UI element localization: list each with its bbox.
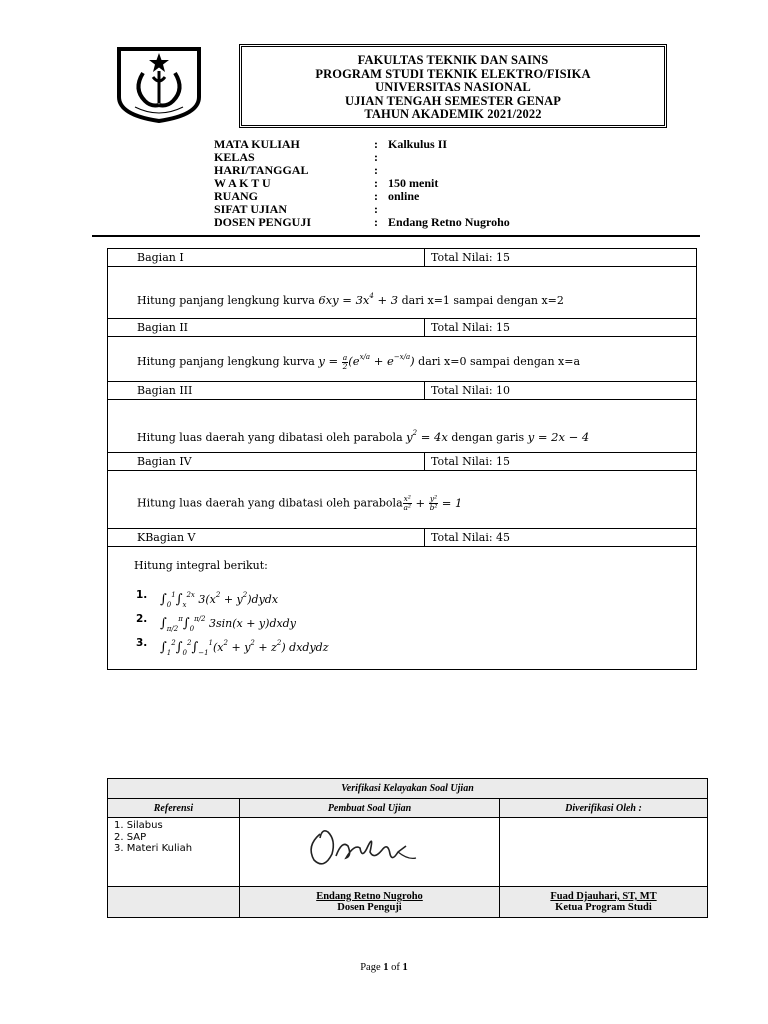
verifier-signature-cell	[500, 818, 708, 886]
column-divider	[424, 319, 425, 336]
integral-item-3: 3. $\int_1^2\int_0^2\int_{-1}^1(x^2 + y^2 + z^2)$ dxdydz	[136, 631, 329, 655]
header-program: PROGRAM STUDI TEKNIK ELEKTRO/FISIKA	[315, 66, 591, 81]
info-row-exam-type: SIFAT UJIAN :	[214, 202, 378, 216]
section-title: Bagian I	[137, 251, 184, 264]
header-university: UNIVERSITAS NASIONAL	[375, 80, 531, 95]
info-row-class: KELAS :	[214, 150, 378, 164]
col-diverifikasi: Diverifikasi Oleh :	[500, 799, 708, 818]
section-body-5	[108, 547, 696, 669]
verifier-name: Fuad Djauhari, ST, MT	[550, 890, 657, 902]
verifier-role: Ketua Program Studi	[555, 901, 652, 913]
column-divider	[424, 249, 425, 266]
reference-item: 1. Silabus	[114, 820, 163, 832]
equation: y = 2x − 4	[527, 430, 590, 444]
verification-table	[107, 778, 708, 918]
equation: $\int_{\pi/2}^\pi\int_0^{\pi/2}$ 3sin(x + y)dxdy	[160, 615, 296, 633]
info-row-time: W A K T U : 150 menit	[214, 176, 439, 190]
section-header-1	[108, 249, 696, 267]
question-2: Hitung panjang lengkung kurva y = $\frac{a}{2}(e^{x/a} + e^{-x/a})$ dari x=0 sampai dengan x=a	[137, 352, 580, 371]
verification-title: Verifikasi Kelayakan Soal Ujian	[108, 779, 708, 799]
section-score: Total Nilai: 15	[431, 321, 511, 334]
section-body-4	[108, 471, 696, 529]
section-score: Total Nilai: 15	[431, 455, 511, 468]
equation: $\frac{\text{x²}}{\text{a²}}$ + $\frac{\text{y²}}{\text{b²}} = 1$	[403, 494, 463, 512]
col-referensi: Referensi	[108, 799, 240, 818]
equation: $\int_0^1\int_x^{2x}$ $3(x^2$ + $y^2)dydx$	[160, 591, 279, 609]
reference-item: 2. SAP	[114, 831, 147, 843]
question-3: Hitung luas daerah yang dibatasi oleh parabola $y^2 = 4x$ dengan garis y = 2x − 4	[137, 429, 590, 444]
maker-role: Dosen Penguji	[337, 901, 402, 913]
question-5-intro: Hitung integral berikut:	[134, 559, 268, 572]
section-header-5	[108, 529, 696, 547]
section-score: Total Nilai: 45	[431, 531, 511, 544]
integral-item-2: 2. $\int_{\pi/2}^\pi\int_0^{\pi/2}$ 3sin(x + y)dxdy	[136, 607, 329, 631]
university-logo	[115, 45, 203, 123]
equation: $6xy = 3x^4 + 3$	[318, 292, 399, 307]
info-row-examiner: DOSEN PENGUJI : Endang Retno Nugroho	[214, 215, 510, 229]
info-row-course: MATA KULIAH : Kalkulus II	[214, 137, 448, 151]
equation: y = $\frac{a}{2}(e^{x/a} + e^{-x/a})$	[318, 352, 415, 371]
exam-info	[214, 138, 644, 229]
reference-item: 3. Materi Kuliah	[114, 843, 193, 855]
equation: $y^2 = 4x$	[406, 429, 448, 444]
verifier-block	[500, 886, 708, 917]
section-header-3	[108, 382, 696, 400]
page-number: 1	[383, 962, 389, 973]
section-score: Total Nilai: 10	[431, 384, 511, 397]
section-header-4	[108, 453, 696, 471]
section-body-2	[108, 337, 696, 382]
header-faculty: FAKULTAS TEKNIK DAN SAINS	[357, 53, 549, 67]
section-score: Total Nilai: 15	[431, 251, 511, 264]
empty-cell	[108, 886, 240, 917]
maker-signature-cell	[240, 818, 500, 886]
questions-table	[107, 248, 697, 670]
section-title: Bagian II	[137, 321, 189, 334]
section-title: KBagian V	[137, 531, 196, 544]
exam-header-box	[239, 44, 667, 128]
column-divider	[424, 382, 425, 399]
maker-name: Endang Retno Nugroho	[316, 890, 423, 902]
info-row-room: RUANG : online	[214, 189, 420, 203]
info-row-date: HARI/TANGGAL :	[214, 163, 378, 177]
header-exam: UJIAN TENGAH SEMESTER GENAP	[344, 93, 562, 108]
page-footer: Page 1 of 1	[360, 962, 408, 973]
column-divider	[424, 453, 425, 470]
page-total: 1	[402, 962, 408, 973]
section-body-1	[108, 267, 696, 319]
maker-block	[240, 886, 500, 917]
section-header-2	[108, 319, 696, 337]
handwritten-signature	[302, 816, 432, 874]
equation: $\int_1^2\int_0^2\int_{-1}^1(x^2 + y^2 + z^2)$ dxdydz	[160, 639, 329, 657]
section-body-3	[108, 400, 696, 453]
question-4: Hitung luas daerah yang dibatasi oleh parabola $\frac{\text{x²}}{\text{a²}}$ + $\frac{\text{y²}}{\text{b²}} = 1$	[137, 494, 463, 512]
question-1: Hitung panjang lengkung kurva $6xy = 3x^4 + 3$ dari x=1 sampai dengan x=2	[137, 292, 564, 307]
section-title: Bagian IV	[137, 455, 192, 468]
column-divider	[424, 529, 425, 546]
section-title: Bagian III	[137, 384, 193, 397]
integral-item-1: 1. $\int_0^1\int_x^{2x}$ $3(x^2$ + $y^2)dydx$	[136, 583, 329, 607]
col-pembuat: Pembuat Soal Ujian	[240, 799, 500, 818]
header-year: TAHUN AKADEMIK 2021/2022	[364, 107, 542, 122]
reference-list	[108, 818, 240, 886]
integral-list	[136, 583, 329, 655]
header-divider	[92, 235, 700, 237]
